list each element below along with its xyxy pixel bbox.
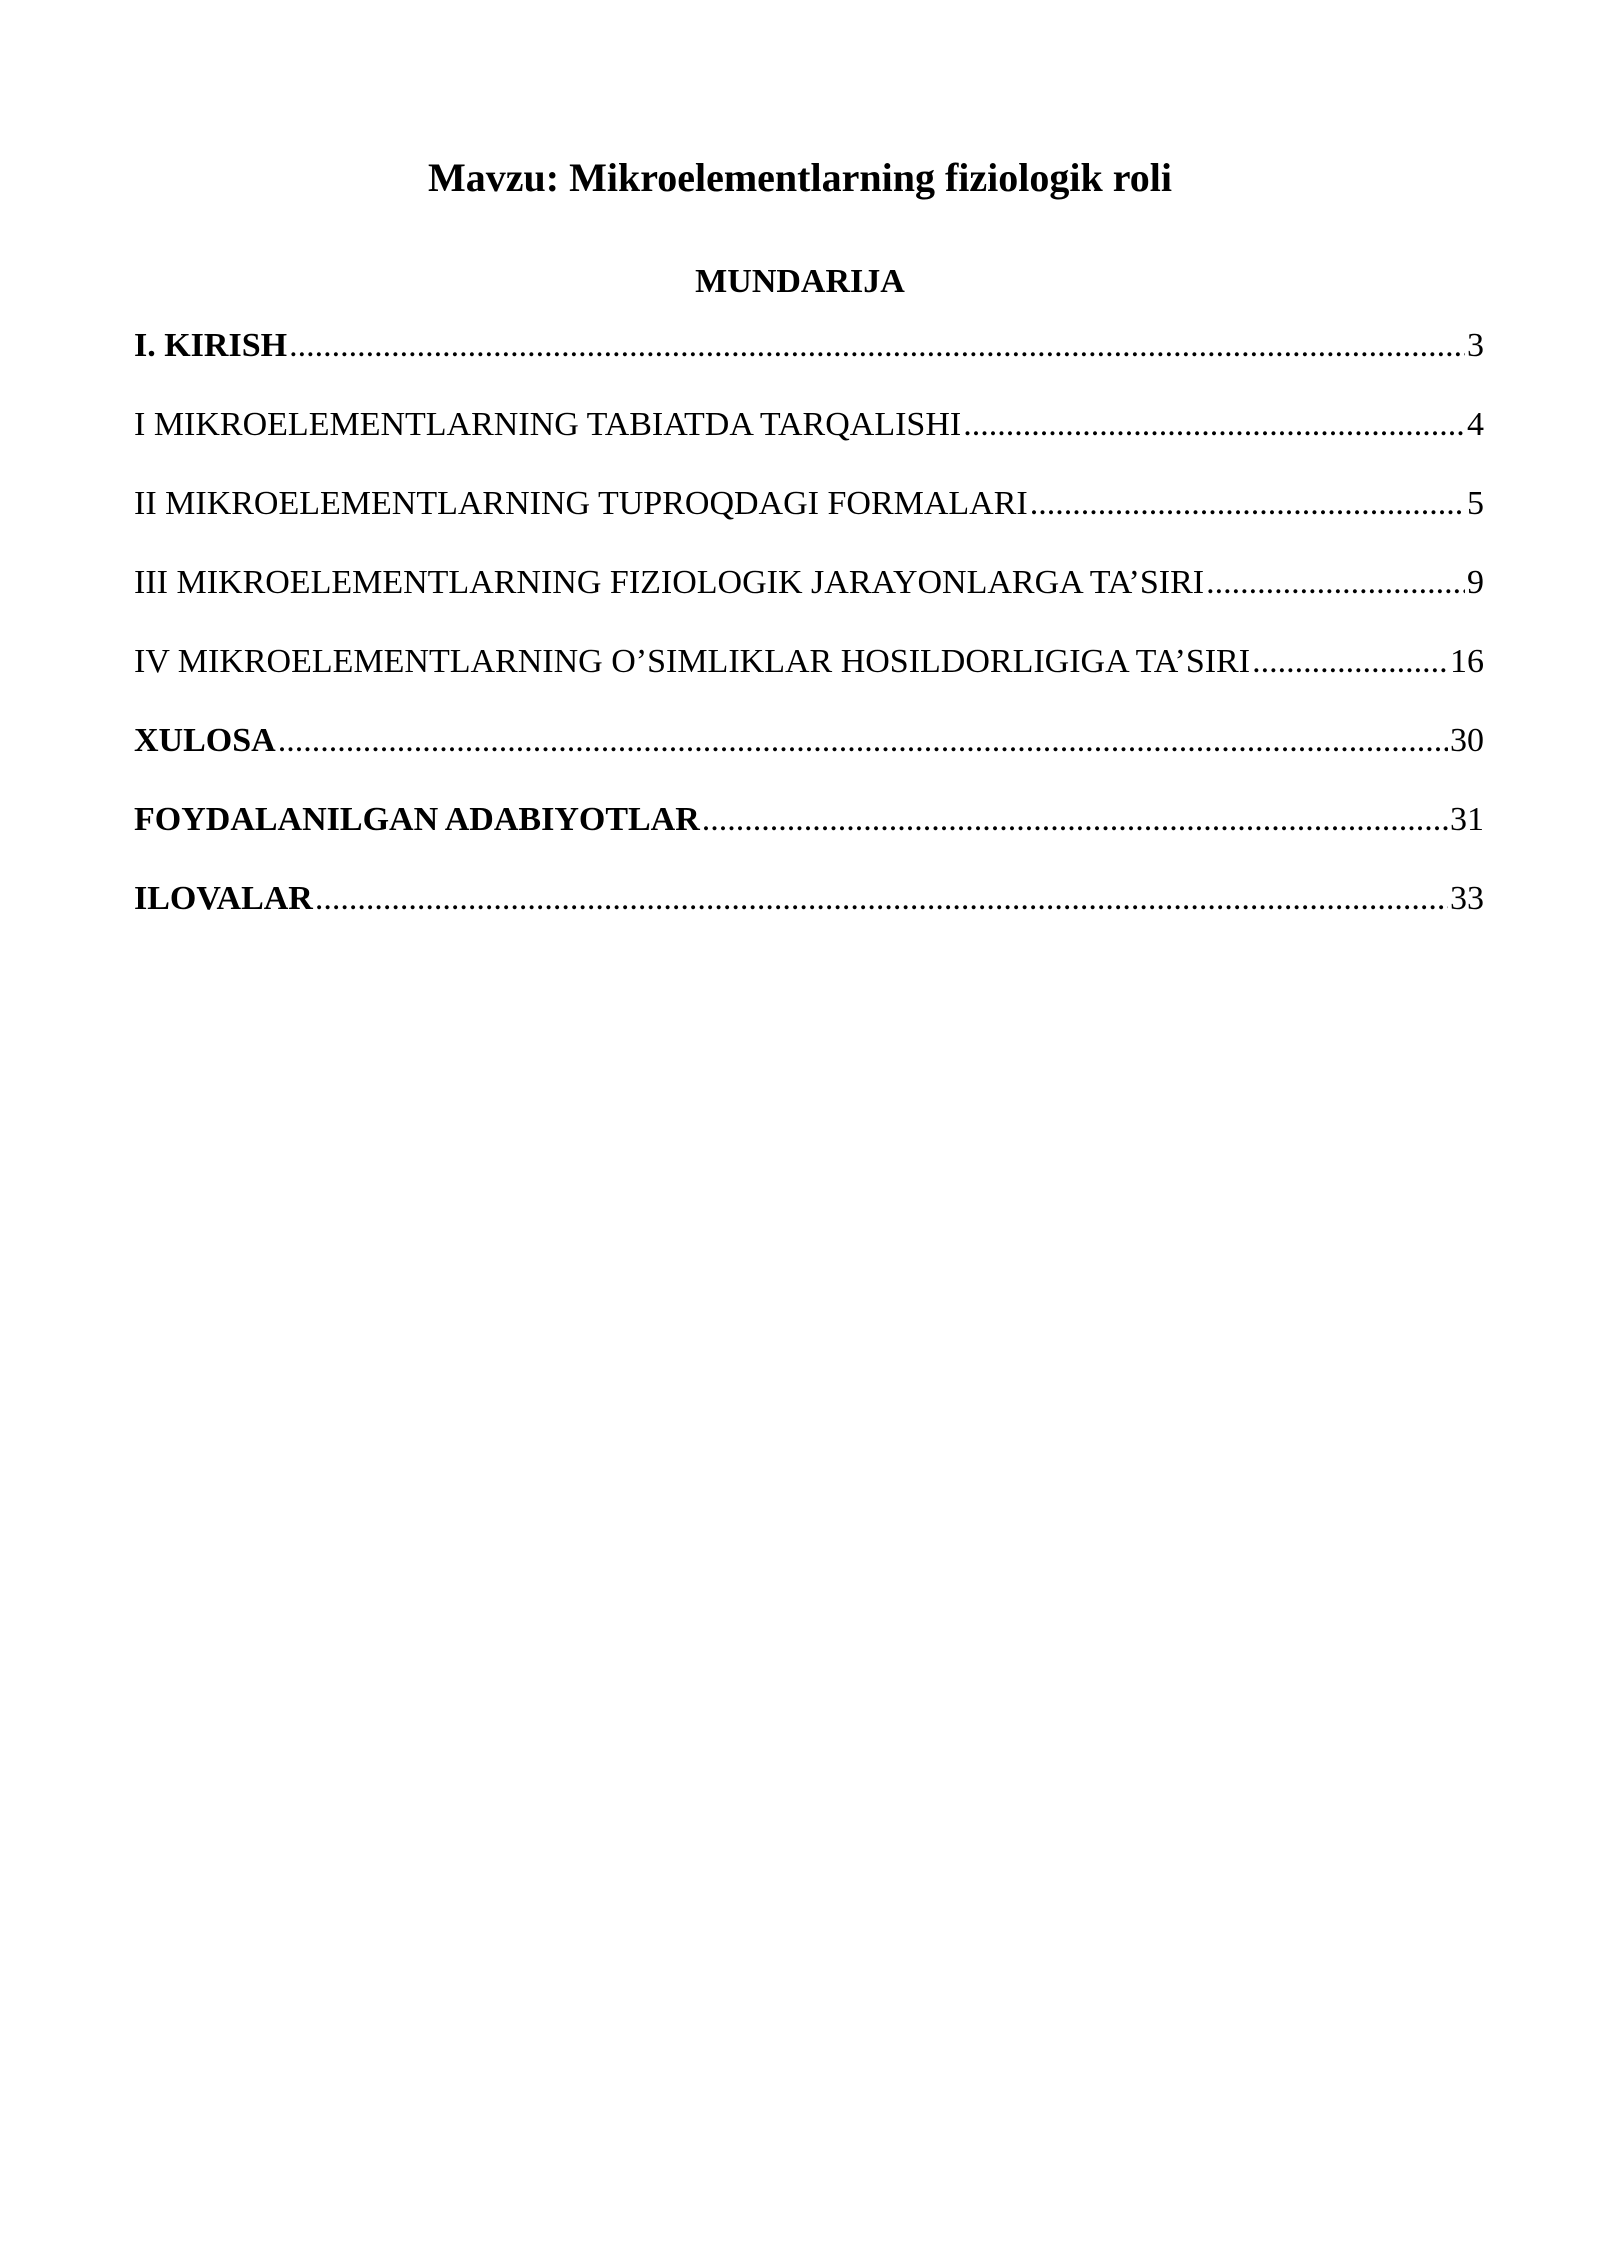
toc-entry-label: FOYDALANILGAN ADABIYOTLAR [134,801,700,838]
toc-entry-label: XULOSA [134,722,276,759]
toc-entry-chapter-4[interactable] [134,638,1484,717]
toc-entry-page-number: 5 [1467,485,1484,522]
toc-entry-label: ILOVALAR [134,880,313,917]
toc-dot-leader [1030,480,1465,528]
toc-entry-kirish[interactable] [134,322,1484,401]
toc-entry-page-number: 16 [1450,643,1484,680]
toc-entry-page-number: 3 [1467,327,1484,364]
toc-dot-leader [289,322,1465,370]
toc-entry-chapter-3[interactable] [134,559,1484,638]
toc-entry-chapter-2[interactable] [134,480,1484,559]
toc-entry-label: IV MIKROELEMENTLARNING O’SIMLIKLAR HOSILDORLIGIGA TA’SIRI [134,643,1251,680]
toc-entry-ilovalar[interactable] [134,875,1484,954]
toc-entry-page-number: 9 [1467,564,1484,601]
toc-entry-label: I MIKROELEMENTLARNING TABIATDA TARQALISHI [134,406,962,443]
toc-entry-label: II MIKROELEMENTLARNING TUPROQDAGI FORMALARI [134,485,1028,522]
toc-dot-leader [1252,638,1448,686]
toc-entry-page-number: 33 [1450,880,1484,917]
toc-dot-leader [702,796,1448,844]
toc-heading: MUNDARIJA [695,263,905,300]
table-of-contents [134,322,1484,954]
toc-entry-page-number: 31 [1450,801,1484,838]
toc-dot-leader [963,401,1465,449]
toc-entry-chapter-1[interactable] [134,401,1484,480]
toc-entry-xulosa[interactable] [134,717,1484,796]
toc-dot-leader [278,717,1448,765]
toc-dot-leader [315,875,1448,923]
document-title: Mavzu: Mikroelementlarning fiziologik roli [428,155,1172,200]
toc-entry-adabiyotlar[interactable] [134,796,1484,875]
toc-entry-label: I. KIRISH [134,327,288,364]
toc-entry-page-number: 30 [1450,722,1484,759]
toc-entry-page-number: 4 [1467,406,1484,443]
toc-dot-leader [1206,559,1465,607]
toc-entry-label: III MIKROELEMENTLARNING FIZIOLOGIK JARAYONLARGA TA’SIRI [134,564,1205,601]
